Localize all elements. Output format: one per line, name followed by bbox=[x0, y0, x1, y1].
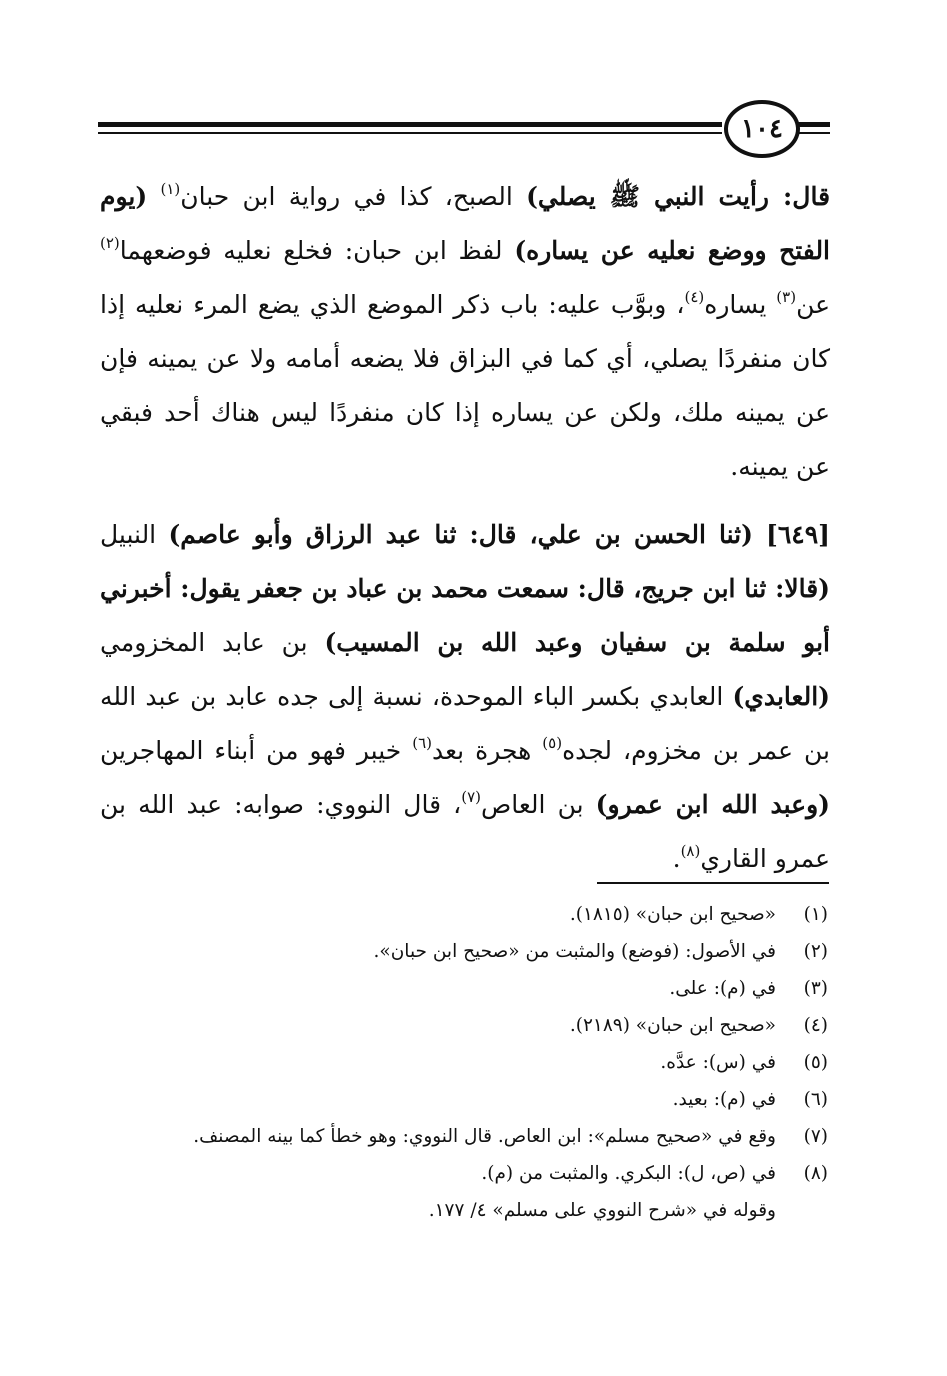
footnote-text: في (م): على. bbox=[669, 978, 776, 999]
footnote-2 bbox=[100, 933, 828, 970]
p2-seg: . bbox=[672, 844, 681, 873]
footnote-text: في (س): عدَّه. bbox=[660, 1052, 776, 1073]
p2-seg: خيبر فهو من أبناء المهاجرين bbox=[100, 736, 413, 765]
footnote-7 bbox=[100, 1118, 828, 1155]
footnote-1 bbox=[100, 896, 828, 933]
p1-seg: يساره bbox=[704, 290, 777, 319]
footnote-ref-7[interactable]: (٧) bbox=[461, 788, 481, 806]
paragraph-2 bbox=[100, 508, 830, 886]
footnote-separator bbox=[597, 882, 829, 884]
footnote-4 bbox=[100, 1007, 828, 1044]
p2-seg-bold: (وعبد الله ابن عمرو) bbox=[595, 790, 830, 819]
footnote-number: (٥) bbox=[803, 1052, 828, 1073]
footnote-8-continuation: وقوله في «شرح النووي على مسلم» ٤/ ١٧٧. bbox=[428, 1200, 776, 1221]
p2-seg: النبيل bbox=[100, 520, 169, 549]
footnote-text: في الأصول: (فوضع) والمثبت من «صحيح ابن حبان». bbox=[373, 941, 776, 962]
footnote-ref-2[interactable]: (٢) bbox=[100, 234, 120, 252]
footnote-number: (١) bbox=[803, 904, 828, 925]
page-number-badge bbox=[724, 100, 800, 158]
p2-seg: ، قال النووي: صوابه: عبد الله بن عمرو القاري bbox=[100, 790, 830, 873]
footnote-text: وقع في «صحيح مسلم»: ابن العاص. قال النووي: وهو خطأ كما بينه المصنف. bbox=[193, 1126, 776, 1147]
footnote-text: في (ص، ل): البكري. والمثبت من (م). bbox=[481, 1163, 776, 1184]
footnote-number: (٧) bbox=[803, 1126, 828, 1147]
p2-seg-bold: (قالا: ثنا ابن جريج، قال: سمعت محمد بن عباد بن جعفر يقول: أخبرني أبو سلمة بن سفيان وعبد الله بن المسيب) bbox=[100, 574, 830, 657]
p2-seg: بن العاص bbox=[481, 790, 596, 819]
p1-seg: قال: bbox=[769, 182, 831, 211]
footnote-text: في (م): بعيد. bbox=[672, 1089, 776, 1110]
p1-seg: الصبح، كذا في رواية ابن حبان bbox=[180, 182, 527, 211]
main-text bbox=[100, 170, 830, 886]
page-header bbox=[98, 92, 830, 170]
footnote-ref-6[interactable]: (٦) bbox=[412, 734, 432, 752]
footnote-number: (٤) bbox=[803, 1015, 828, 1036]
p2-seg: العابدي بكسر الباء الموحدة، نسبة إلى جده عابد بن عبد الله بن عمر بن مخزوم، لجده bbox=[100, 682, 830, 765]
footnotes bbox=[100, 896, 828, 1229]
p1-seg-bold: (يوم الفتح ووضع نعليه عن يساره) bbox=[100, 182, 831, 265]
p1-seg: لفظ ابن حبان: فخلع نعليه فوضعهما bbox=[119, 236, 515, 265]
page-number: ١٠٤ bbox=[741, 114, 783, 144]
p1-seg: عن bbox=[796, 290, 831, 319]
p1-seg: ، وبوَّب عليه: باب ذكر الموضع الذي يضع المرء نعليه إذا كان منفردًا يصلي، أي كما في البزاق فلا يضعه أمامه ولا عن يمينه فإن عن يمينه ملك، ولكن عن يساره إذا كان منفردًا ليس هناك أحد فبقي عن يمينه. bbox=[100, 290, 830, 481]
footnote-5 bbox=[100, 1044, 828, 1081]
footnote-ref-5[interactable]: (٥) bbox=[542, 734, 563, 752]
p1-seg-bold: رأيت النبي ﷺ يصلي) bbox=[526, 182, 770, 211]
p2-seg: هجرة بعد bbox=[431, 736, 543, 765]
p1-seg bbox=[147, 182, 160, 211]
footnote-number: (٢) bbox=[803, 941, 828, 962]
footnote-3 bbox=[100, 970, 828, 1007]
paragraph-1 bbox=[100, 170, 830, 494]
footnote-8 bbox=[100, 1155, 828, 1192]
p2-seg-bold: (العابدي) bbox=[732, 682, 830, 711]
footnote-ref-1[interactable]: (١) bbox=[160, 180, 181, 198]
footnote-text: «صحيح ابن حبان» (١٨١٥). bbox=[569, 904, 776, 925]
footnote-ref-3[interactable]: (٣) bbox=[776, 288, 797, 306]
footnote-number: (٣) bbox=[803, 978, 828, 999]
footnote-6 bbox=[100, 1081, 828, 1118]
header-rule-thick bbox=[98, 122, 722, 127]
footnote-number: (٨) bbox=[803, 1163, 828, 1184]
footnote-number: (٦) bbox=[803, 1089, 828, 1110]
footnote-ref-4[interactable]: (٤) bbox=[684, 288, 705, 306]
footnote-ref-8[interactable]: (٨) bbox=[680, 842, 701, 860]
header-rule-thin bbox=[98, 132, 722, 134]
p2-seg-bold: [٦٤٩] (ثنا الحسن بن علي، قال: ثنا عبد الرزاق وأبو عاصم) bbox=[168, 520, 830, 549]
footnote-text: «صحيح ابن حبان» (٢١٨٩). bbox=[569, 1015, 776, 1036]
p2-seg: بن عابد المخزومي bbox=[100, 628, 325, 657]
